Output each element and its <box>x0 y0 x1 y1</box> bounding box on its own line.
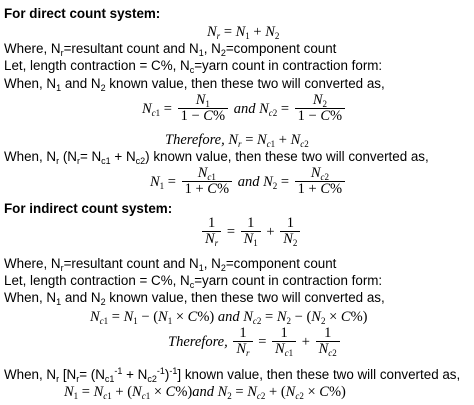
direct-heading: For direct count system: <box>4 6 161 21</box>
direct-reverse-formula: $N_1$ = $\frac{N_{c1}}{1 + C\%}$ and $N_2$ = $\frac{N_{c2}}{1 + C\%}$ <box>150 166 347 197</box>
indirect-when-known-line: When, $N_1$ and $N_2$ known value, then these two will converted as, <box>4 290 385 307</box>
direct-let-line: Let, length contraction = C%, $N_c=yarn$ count in contraction form: <box>4 58 383 75</box>
indirect-formula-sum: $\frac{1}{N_r}$ = $\frac{1}{N_1}$ + $\frac{1}{N_2}$ <box>200 216 302 247</box>
indirect-when-resultant-line: When, $N_r$ $[N_r= (N_{c1}^{-1} + N_{c2}^{-1})^{-1}]$ known value, then these two will converted as, <box>4 366 461 384</box>
indirect-contraction-formula: $N_{c1} = N_1 - (N_1 \times C\%)$ and $N_{c2} = N_2 - (N_2 \times C\%)$ <box>90 309 368 326</box>
indirect-reverse-formula: $N_1 = N_{c1} + (N_{c1} \times C\%)and$ $N_2 = N_{c2} + (N_{c2} \times C\%)$ <box>64 384 346 401</box>
direct-contraction-formula: $N_{c1}$ = $\frac{N_1}{1 - C\%}$ and $N_{c2}$ = $\frac{N_2}{1 - C\%}$ <box>142 93 347 124</box>
indirect-where-line: Where, $N_r=resultant$ count and $N_1$, $N_2=component$ count <box>4 256 337 273</box>
indirect-heading: For indirect count system: <box>4 201 173 216</box>
direct-formula-sum: $N_r = N_1 + N_2$ <box>207 24 280 41</box>
direct-where-line: Where, $N_r=resultant$ count and $N_1$, $N_2=component$ count <box>4 41 337 58</box>
direct-when-known-line: When, $N_1$ and $N_2$ known value, then these two will converted as, <box>4 76 385 93</box>
direct-therefore-formula: Therefore, $N_r = N_{c1} + N_{c2}$ <box>165 132 309 149</box>
indirect-therefore-formula: Therefore, $\frac{1}{N_r}$ = $\frac{1}{N_{c1}}$ + $\frac{1}{N_{c2}}$ <box>168 326 342 357</box>
indirect-let-line: Let, length contraction = C%, $N_c=yarn$ count in contraction form: <box>4 273 383 290</box>
direct-when-resultant-line: When, $N_r$ $(N_r= N_{c1} + N_{c2})$ known value, then these two will converted as, <box>4 149 429 166</box>
